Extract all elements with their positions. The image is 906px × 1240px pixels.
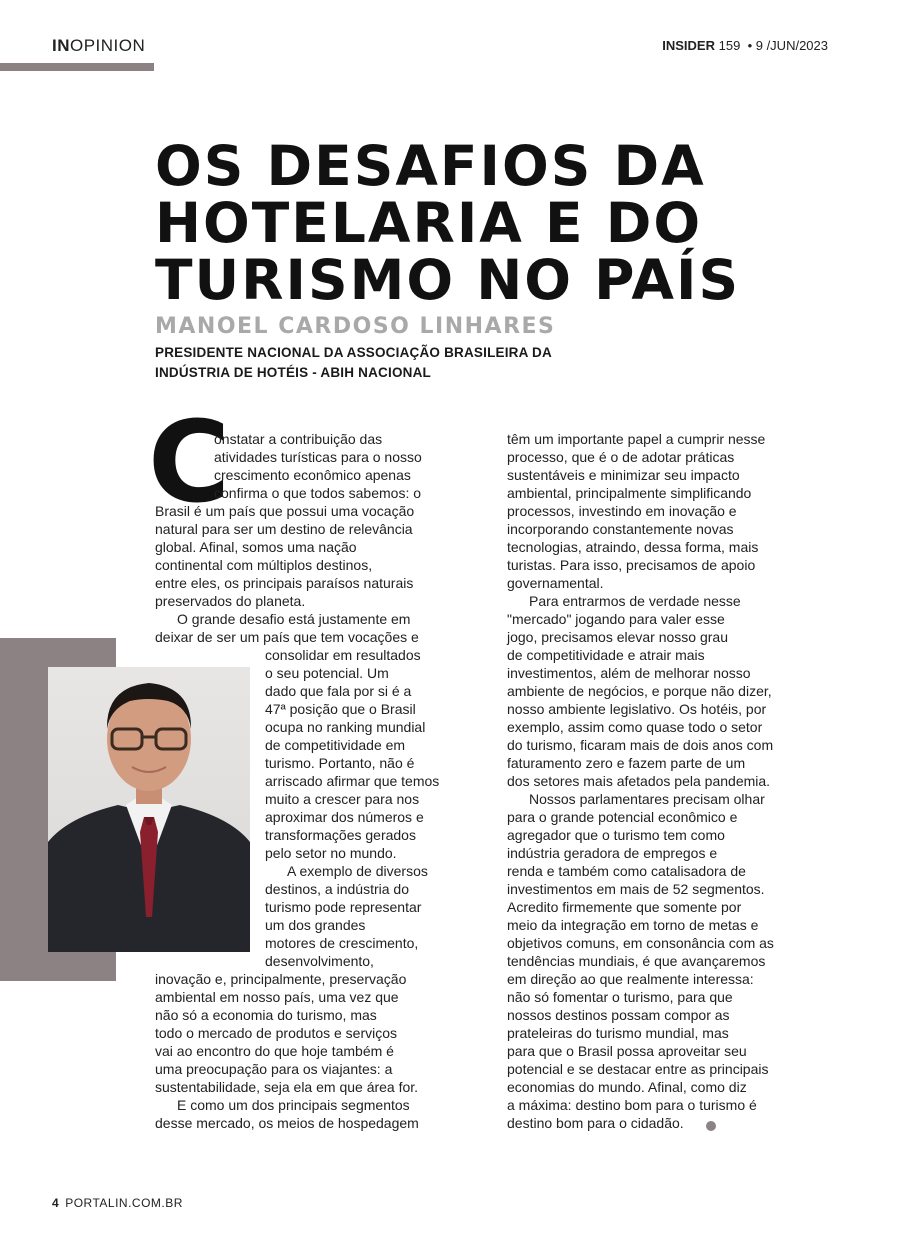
body-line: turismo. Portanto, não é — [265, 755, 415, 771]
body-line: Para entrarmos de verdade nesse — [529, 593, 741, 609]
body-line: O grande desafio está justamente em — [177, 611, 411, 627]
body-line: tecnologias, atraindo, dessa forma, mais — [507, 539, 759, 555]
body-line: incorporando constantemente novas — [507, 521, 734, 537]
body-line: confirma o que todos sabemos: o — [214, 485, 422, 501]
body-line: meio da integração em torno de metas e — [507, 917, 759, 933]
body-line: Brasil é um país que possui uma vocação — [155, 503, 415, 519]
body-line: Acredito firmemente que somente por — [507, 899, 742, 915]
body-line: para que o Brasil possa aproveitar seu — [507, 1043, 747, 1059]
body-line: de competitividade e atrair mais — [507, 647, 705, 663]
body-line: inovação e, principalmente, preservação — [155, 971, 407, 987]
body-line: pelo setor no mundo. — [265, 845, 397, 861]
body-line: destinos, a indústria do — [265, 881, 409, 897]
body-line: dado que fala por si é a — [265, 683, 412, 699]
body-line: aproximar dos números e — [265, 809, 424, 825]
body-line: sustentáveis e minimizar seu impacto — [507, 467, 740, 483]
body-line: ambiental em nosso país, uma vez que — [155, 989, 399, 1005]
body-line: agregador que o turismo tem como — [507, 827, 725, 843]
body-line: nossos destinos possam compor as — [507, 1007, 730, 1023]
body-line: de competitividade em — [265, 737, 406, 753]
body-line: desse mercado, os meios de hospedagem — [155, 1115, 419, 1131]
body-line: prateleiras do turismo mundial, mas — [507, 1025, 729, 1041]
end-of-article-mark-icon — [706, 1121, 716, 1131]
body-line: natural para ser um destino de relevância — [155, 521, 413, 537]
body-line: sustentabilidade, seja ela em que área for. — [155, 1079, 419, 1095]
body-line: 47ª posição que o Brasil — [265, 701, 416, 717]
body-line: jogo, precisamos elevar nosso grau — [507, 629, 729, 645]
body-line: consolidar em resultados — [265, 647, 421, 663]
body-line: renda e também como catalisadora de — [507, 863, 746, 879]
body-line: vai ao encontro do que hoje também é — [155, 1043, 394, 1059]
body-line: do turismo, ficaram mais de dois anos com — [507, 737, 774, 753]
body-line: faturamento zero e fazem parte de um — [507, 755, 746, 771]
footer-site: PORTALIN.COM.BR — [65, 1196, 183, 1210]
article-title: OS DESAFIOS DA HOTELARIA E DO TURISMO NO PAÍS — [155, 134, 741, 312]
body-line: "mercado" jogando para valer esse — [507, 611, 725, 627]
body-line: para o grande potencial econômico e — [507, 809, 738, 825]
body-line: não só a economia do turismo, mas — [155, 1007, 377, 1023]
body-line: indústria geradora de empregos e — [507, 845, 718, 861]
body-line: a máxima: destino bom para o turismo é — [507, 1097, 757, 1113]
body-line: atividades turísticas para o nosso — [214, 449, 422, 465]
body-line: Nossos parlamentares precisam olhar — [529, 791, 765, 807]
author-role: PRESIDENTE NACIONAL DA ASSOCIAÇÃO BRASILEIRA DA INDÚSTRIA DE HOTÉIS - ABIH NACIONAL — [155, 345, 552, 380]
body-line: turistas. Para isso, precisamos de apoio — [507, 557, 756, 573]
body-line: dos setores mais afetados pela pandemia. — [507, 773, 771, 789]
body-line: onstatar a contribuição das — [214, 431, 383, 447]
section-label-rest: OPINION — [70, 36, 146, 55]
body-line: em direção ao que realmente interessa: — [507, 971, 754, 987]
body-line: global. Afinal, somos uma nação — [155, 539, 357, 555]
drop-cap: C — [148, 398, 231, 528]
body-line: arriscado afirmar que temos — [265, 773, 440, 789]
body-line: têm um importante papel a cumprir nesse — [507, 431, 766, 447]
body-line: um dos grandes — [265, 917, 366, 933]
author-name: MANOEL CARDOSO LINHARES — [155, 314, 556, 339]
body-line: uma preocupação para os viajantes: a — [155, 1061, 393, 1077]
author-photo — [48, 667, 250, 952]
body-line: governamental. — [507, 575, 604, 591]
body-line: investimentos em mais de 52 segmentos. — [507, 881, 765, 897]
body-line: não só fomentar o turismo, para que — [507, 989, 733, 1005]
body-line: exemplo, assim como quase todo o setor — [507, 719, 763, 735]
page-footer — [52, 1196, 183, 1210]
body-line: ocupa no ranking mundial — [265, 719, 426, 735]
issue-info — [662, 38, 828, 53]
section-label-bold: IN — [52, 36, 70, 55]
body-line: investimentos, além de melhorar nosso — [507, 665, 751, 681]
body-line: deixar de ser um país que tem vocações e — [155, 629, 419, 645]
body-line: tendências mundiais, é que avançaremos — [507, 953, 766, 969]
body-line: desenvolvimento, — [265, 953, 374, 969]
body-line: objetivos comuns, em consonância com as — [507, 935, 774, 951]
body-line: o seu potencial. Um — [265, 665, 389, 681]
publication-name: INSIDER — [662, 38, 715, 53]
body-line: motores de crescimento, — [265, 935, 419, 951]
body-line: continental com múltiplos destinos, — [155, 557, 373, 573]
body-line: A exemplo de diversos — [287, 863, 428, 879]
body-line: entre eles, os principais paraísos naturais — [155, 575, 414, 591]
body-line: processo, que é o de adotar práticas — [507, 449, 735, 465]
body-line: transformações gerados — [265, 827, 416, 843]
issue-date: • 9 /JUN/2023 — [747, 38, 828, 53]
body-line: potencial e se destacar entre as principais — [507, 1061, 769, 1077]
body-line: crescimento econômico apenas — [214, 467, 411, 483]
body-line: turismo pode representar — [265, 899, 422, 915]
body-line: ambiental, principalmente simplificando — [507, 485, 752, 501]
author-portrait-image — [48, 667, 250, 952]
body-line: destino bom para o cidadão. — [507, 1115, 684, 1131]
page-number: 4 — [52, 1196, 60, 1210]
body-line: muito a crescer para nos — [265, 791, 420, 807]
body-line: economias do mundo. Afinal, como diz — [507, 1079, 747, 1095]
section-label — [52, 36, 145, 56]
body-line: processos, investindo em inovação e — [507, 503, 737, 519]
issue-number: 159 — [718, 38, 741, 53]
body-line: todo o mercado de produtos e serviços — [155, 1025, 398, 1041]
body-line: E como um dos principais segmentos — [177, 1097, 410, 1113]
header-accent-bar — [0, 63, 154, 71]
body-line: ambiente de negócios, e porque não dizer, — [507, 683, 772, 699]
body-line: nosso ambiente legislativo. Os hotéis, por — [507, 701, 767, 717]
body-line: preservados do planeta. — [155, 593, 306, 609]
